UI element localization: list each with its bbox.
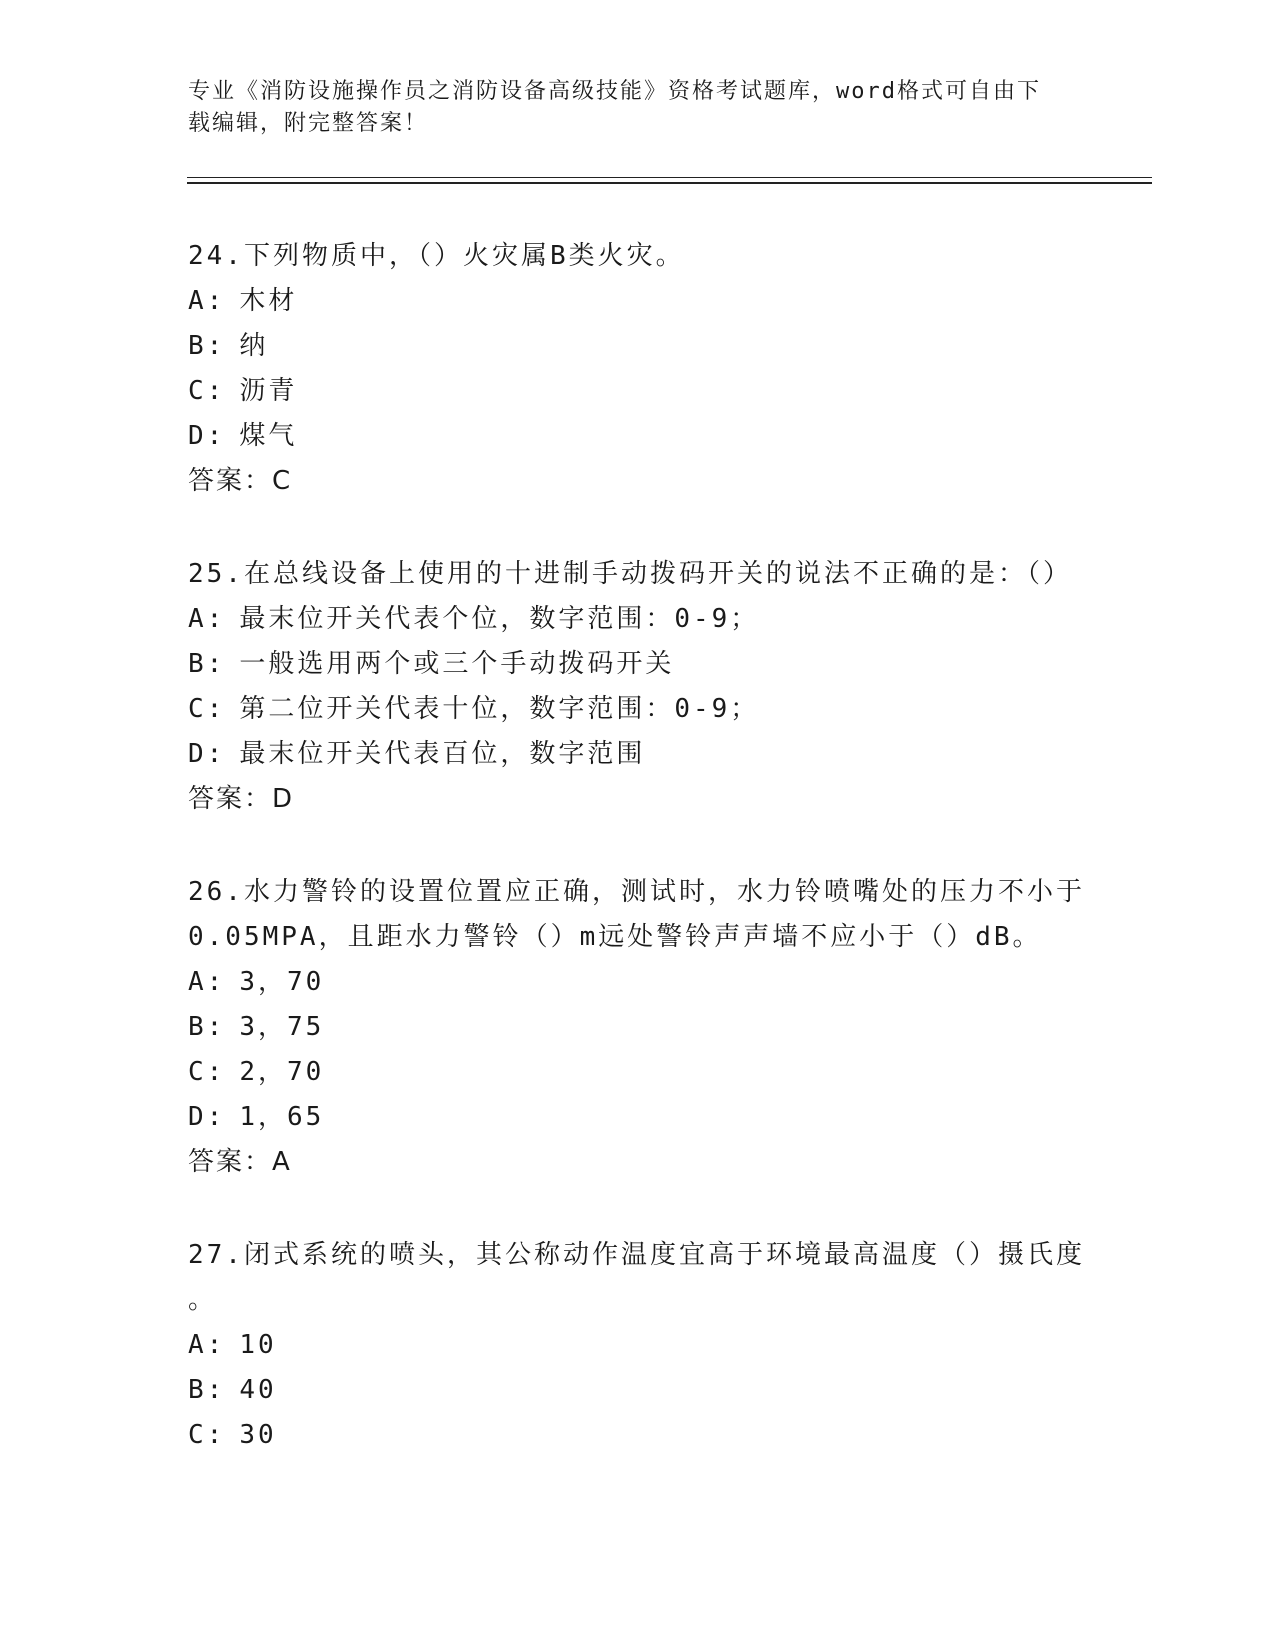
option-text: 纳 [239,331,269,361]
option-a: A: 最末位开关代表个位，数字范围：0-9； [188,604,760,634]
option-text: 最末位开关代表个位，数字范围：0-9； [239,604,760,634]
answer-line: 答案：C [188,466,293,496]
option-b: B: 3，75 [188,1012,325,1042]
option-d: D: 煤气 [188,421,298,451]
option-c: C: 30 [188,1420,277,1450]
question-27 [188,1233,1088,1458]
question-stem-continued: 。 [188,1285,218,1315]
header-line-2: 载编辑，附完整答案！ [188,111,429,136]
option-text: 第二位开关代表十位，数字范围：0-9； [239,694,760,724]
question-25 [188,552,1088,822]
option-text: 最末位开关代表百位，数字范围 [239,739,646,769]
option-b: B: 一般选用两个或三个手动拨码开关 [188,649,675,679]
option-text: 40 [239,1375,277,1405]
question-stem: 24.下列物质中，（）火灾属B类火灾。 [188,241,685,271]
option-text: 3，70 [239,967,325,997]
option-text: 30 [239,1420,277,1450]
option-text: 木材 [239,286,298,316]
question-stem: 25.在总线设备上使用的十进制手动拨码开关的说法不正确的是：（） [188,559,1072,589]
option-text: 2，70 [239,1057,325,1087]
option-d: D: 1，65 [188,1102,325,1132]
question-24 [188,234,1088,504]
header-divider-top [187,177,1152,178]
option-c: C: 沥青 [188,376,298,406]
header-divider-bottom [187,182,1152,184]
option-b: B: 纳 [188,331,269,361]
question-stem: 27.闭式系统的喷头，其公称动作温度宜高于环境最高温度（）摄氏度 [188,1240,1085,1270]
question-26 [188,870,1088,1185]
option-text: 一般选用两个或三个手动拨码开关 [239,649,675,679]
option-a: A: 3，70 [188,967,325,997]
option-c: C: 2，70 [188,1057,325,1087]
option-text: 煤气 [239,421,298,451]
question-stem: 26.水力警铃的设置位置应正确，测试时，水力铃喷嘴处的压力不小于 [188,877,1085,907]
document-header [188,76,1068,140]
answer-line: 答案：A [188,1147,292,1177]
option-d: D: 最末位开关代表百位，数字范围 [188,739,646,769]
header-line-1: 专业《消防设施操作员之消防设备高级技能》资格考试题库，word格式可自由下 [188,79,1041,104]
option-text: 1，65 [239,1102,325,1132]
answer-line: 答案：D [188,784,295,814]
option-a: A: 10 [188,1330,277,1360]
option-text: 沥青 [239,376,298,406]
option-text: 10 [239,1330,277,1360]
option-text: 3，75 [239,1012,325,1042]
option-b: B: 40 [188,1375,277,1405]
option-c: C: 第二位开关代表十位，数字范围：0-9； [188,694,760,724]
question-stem-continued: 0.05MPA，且距水力警铃（）m远处警铃声声墙不应小于（）dB。 [188,922,1042,952]
option-a: A: 木材 [188,286,298,316]
